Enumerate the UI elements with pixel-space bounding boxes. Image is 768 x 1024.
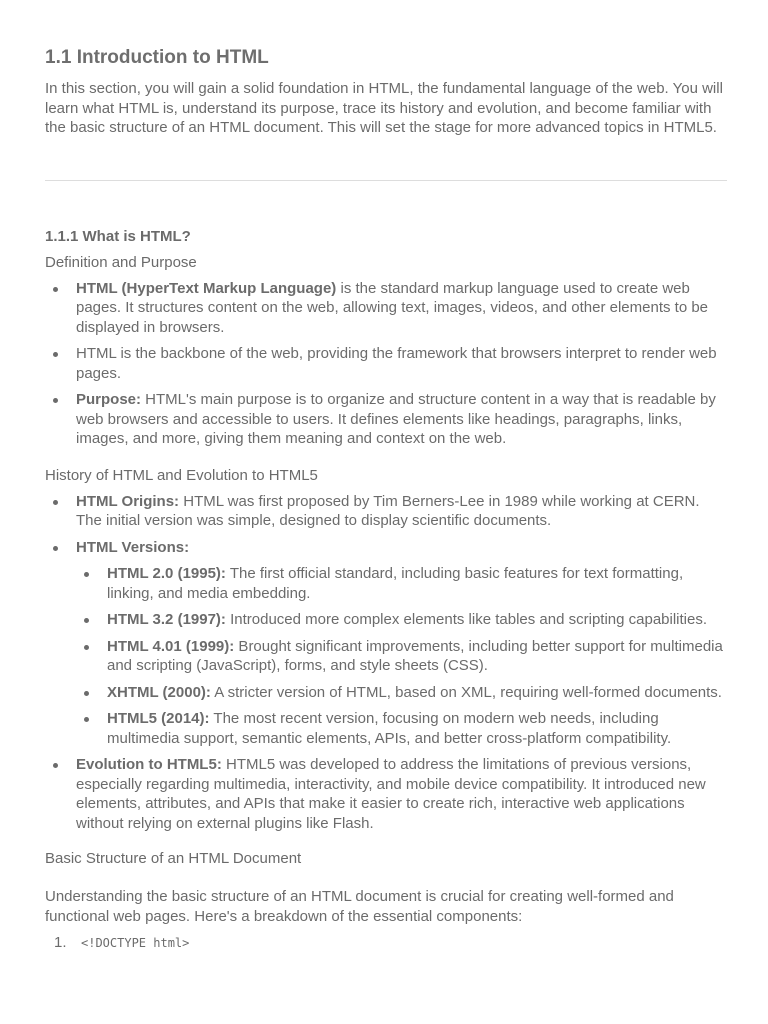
section-divider (45, 180, 727, 181)
version-label: HTML 4.01 (1999): (107, 637, 235, 655)
version-text: The most recent version, focusing on modern web needs, including multimedia support, semantic elements, APIs, and better cross-platform compatibility. (107, 710, 672, 747)
structure-intro: Understanding the basic structure of an HTML document is crucial for creating well-formed and functional web pages. Here's a breakdown of the essential components: (45, 888, 674, 925)
list-item (45, 755, 727, 833)
version-item (76, 610, 727, 630)
step-item (45, 933, 727, 954)
version-text: A stricter version of HTML, based on XML, requiring well-formed documents. (210, 683, 722, 701)
version-label: XHTML (2000): (107, 683, 211, 701)
version-item (76, 709, 727, 748)
section-intro: In this section, you will gain a solid foundation in HTML, the fundamental language of the web. You will learn what HTML is, understand its purpose, trace its history and evolution, and become familiar with the basic structure of an HTML document. This will set the stage for more advanced topics in HTML5. (45, 80, 723, 136)
list-item (45, 538, 727, 749)
version-label: HTML 3.2 (1997): (107, 611, 226, 628)
version-label: HTML 2.0 (1995): (107, 565, 226, 582)
step-number: 1. (54, 934, 67, 951)
list-item (45, 492, 727, 531)
version-item (76, 564, 727, 603)
version-label: HTML5 (2014): (107, 710, 210, 727)
term-evolution: Evolution to HTML5: (76, 756, 222, 773)
version-text: Brought significant improvements, including better support for multimedia and scripting (JavaScript), forms, and style sheets (CSS). (107, 637, 723, 674)
structure-heading: Basic Structure of an HTML Document (45, 850, 302, 867)
list-item (45, 344, 727, 383)
list-item (45, 279, 727, 338)
version-text: The first official standard, including basic features for text formatting, linking, and media embedding. (107, 565, 684, 602)
structure-steps (45, 933, 727, 954)
term-html: HTML (HyperText Markup Language) (76, 279, 337, 297)
versions-list (76, 564, 727, 748)
history-heading: History of HTML and Evolution to HTML5 (45, 466, 318, 484)
history-list (45, 492, 727, 834)
document-content (45, 46, 727, 954)
term-origins: HTML Origins: (76, 492, 180, 510)
list-item (45, 390, 727, 449)
item-text: HTML5 was developed to address the limitations of previous versions, especially regarding multimedia, interactivity, and mobile device compatibility. It introduced new elements, attributes, and APIs that make it easier to create rich, interactive web applications without relying on external plugins like Flash. (76, 756, 706, 832)
version-item (76, 637, 727, 676)
definition-purpose-heading: Definition and Purpose (45, 253, 197, 271)
item-text: is the standard markup language used to create web pages. It structures content on the web, allowing text, images, videos, and other elements to be displayed in browsers. (76, 279, 709, 336)
item-text: HTML's main purpose is to organize and structure content in a way that is readable by web browsers and accessible to users. It defines elements like headings, paragraphs, links, images, and more, giving them meaning and context on the web. (76, 391, 716, 447)
version-text: Introduced more complex elements like tables and scripting capabilities. (225, 611, 708, 628)
term-versions: HTML Versions: (76, 538, 190, 556)
term-purpose: Purpose: (76, 391, 142, 408)
doctype-code: <!DOCTYPE html> (81, 936, 190, 950)
item-text: HTML is the backbone of the web, providing the framework that browsers interpret to render web pages. (76, 345, 717, 382)
version-item (76, 683, 727, 703)
what-is-html-heading: 1.1.1 What is HTML? (45, 227, 191, 245)
definition-list (45, 279, 727, 449)
item-text: HTML was first proposed by Tim Berners-Lee in 1989 while working at CERN. The initial version was simple, designed to display scientific documents. (76, 492, 700, 529)
section-title: 1.1 Introduction to HTML (45, 47, 269, 68)
